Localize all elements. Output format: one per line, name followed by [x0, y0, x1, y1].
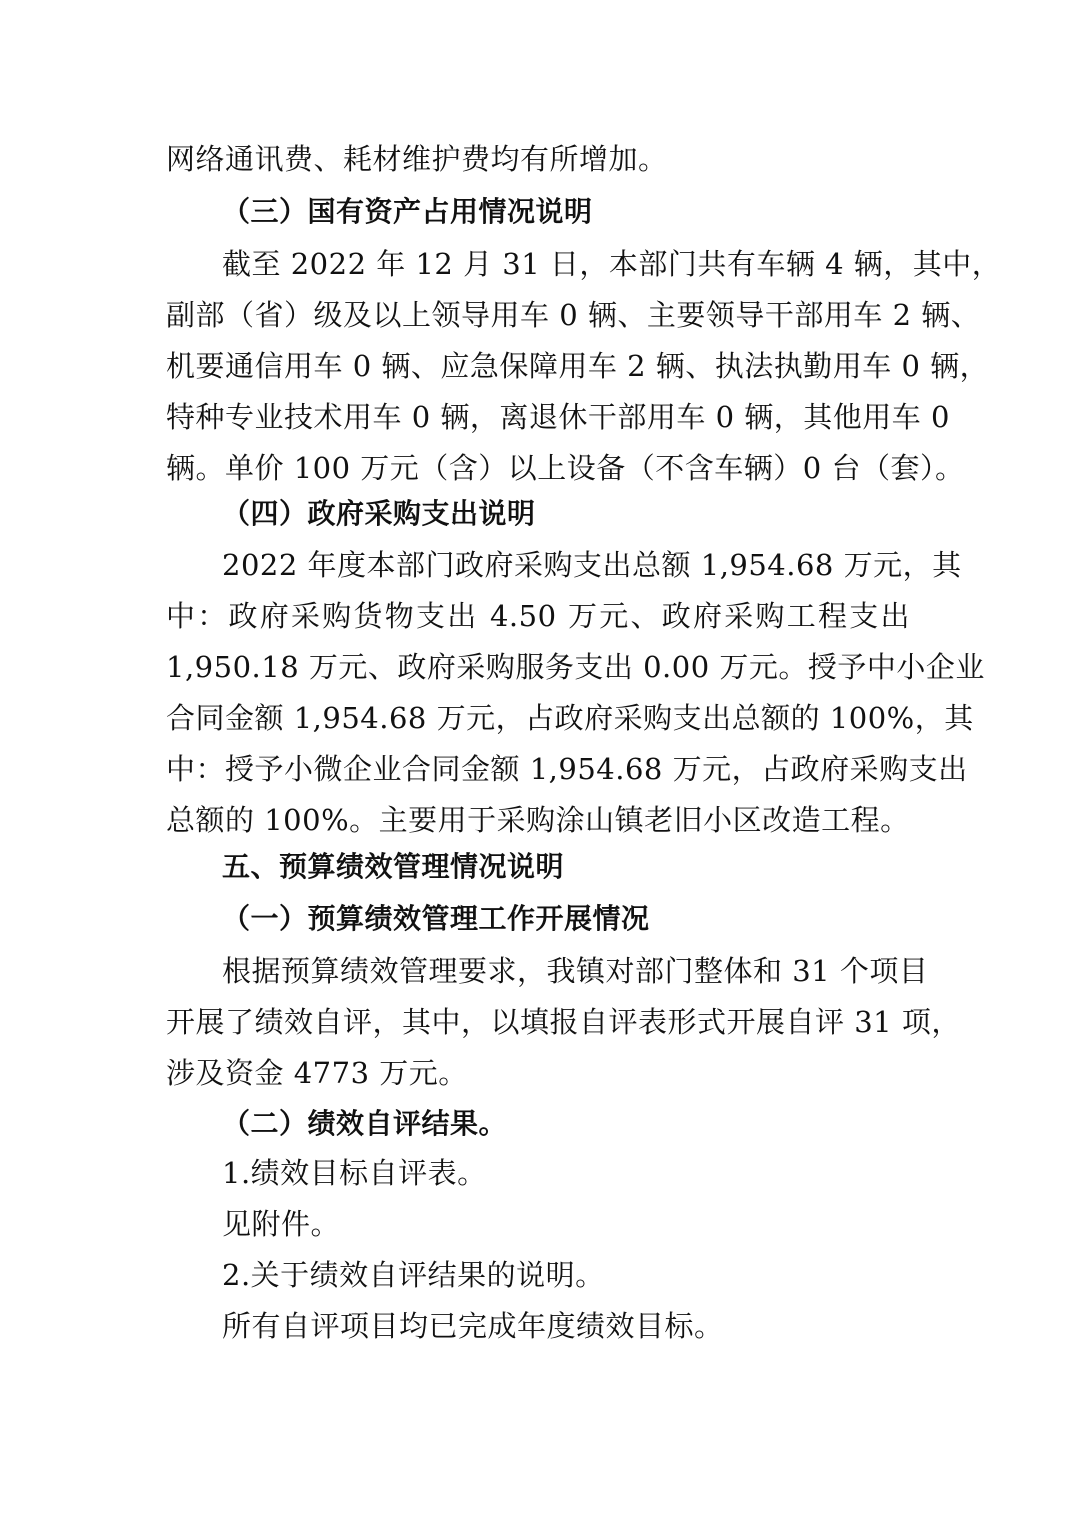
paragraph-line: 总额的 100%。主要用于采购涂山镇老旧小区改造工程。: [166, 803, 910, 837]
paragraph-line: 1,950.18 万元、政府采购服务支出 0.00 万元。授予中小企业: [166, 650, 985, 684]
section-heading: （四）政府采购支出说明: [222, 497, 536, 530]
section-heading: （一）预算绩效管理工作开展情况: [222, 902, 650, 935]
paragraph-line: 2.关于绩效自评结果的说明。: [222, 1258, 605, 1292]
paragraph-line: 特种专业技术用车 0 辆，离退休干部用车 0 辆，其他用车 0: [166, 400, 950, 434]
paragraph-line: 见附件。: [222, 1207, 341, 1241]
chapter-heading: 五、预算绩效管理情况说明: [222, 850, 565, 883]
paragraph-line: 所有自评项目均已完成年度绩效目标。: [222, 1309, 724, 1343]
paragraph-line: 辆。单价 100 万元（含）以上设备（不含车辆）0 台（套）。: [166, 451, 965, 485]
paragraph-line: 合同金额 1,954.68 万元，占政府采购支出总额的 100%，其: [166, 701, 974, 735]
paragraph-line: 网络通讯费、耗材维护费均有所增加。: [166, 142, 668, 176]
paragraph-line: 开展了绩效自评，其中，以填报自评表形式开展自评 31 项，: [166, 1005, 961, 1039]
paragraph-line: 副部（省）级及以上领导用车 0 辆、主要领导干部用车 2 辆、: [166, 298, 981, 332]
paragraph-line: 涉及资金 4773 万元。: [166, 1056, 468, 1090]
paragraph-line: 中：政府采购货物支出 4.50 万元、政府采购工程支出: [166, 599, 910, 633]
paragraph-line: 截至 2022 年 12 月 31 日，本部门共有车辆 4 辆，其中，: [222, 247, 1002, 281]
section-heading: （二）绩效自评结果。: [222, 1107, 508, 1140]
paragraph-line: 根据预算绩效管理要求，我镇对部门整体和 31 个项目: [222, 954, 929, 988]
paragraph-line: 机要通信用车 0 辆、应急保障用车 2 辆、执法执勤用车 0 辆，: [166, 349, 990, 383]
paragraph-line: 中：授予小微企业合同金额 1,954.68 万元，占政府采购支出: [166, 752, 968, 786]
paragraph-line: 2022 年度本部门政府采购支出总额 1,954.68 万元，其: [222, 548, 962, 582]
paragraph-line: 1.绩效目标自评表。: [222, 1156, 487, 1190]
section-heading: （三）国有资产占用情况说明: [222, 195, 593, 228]
